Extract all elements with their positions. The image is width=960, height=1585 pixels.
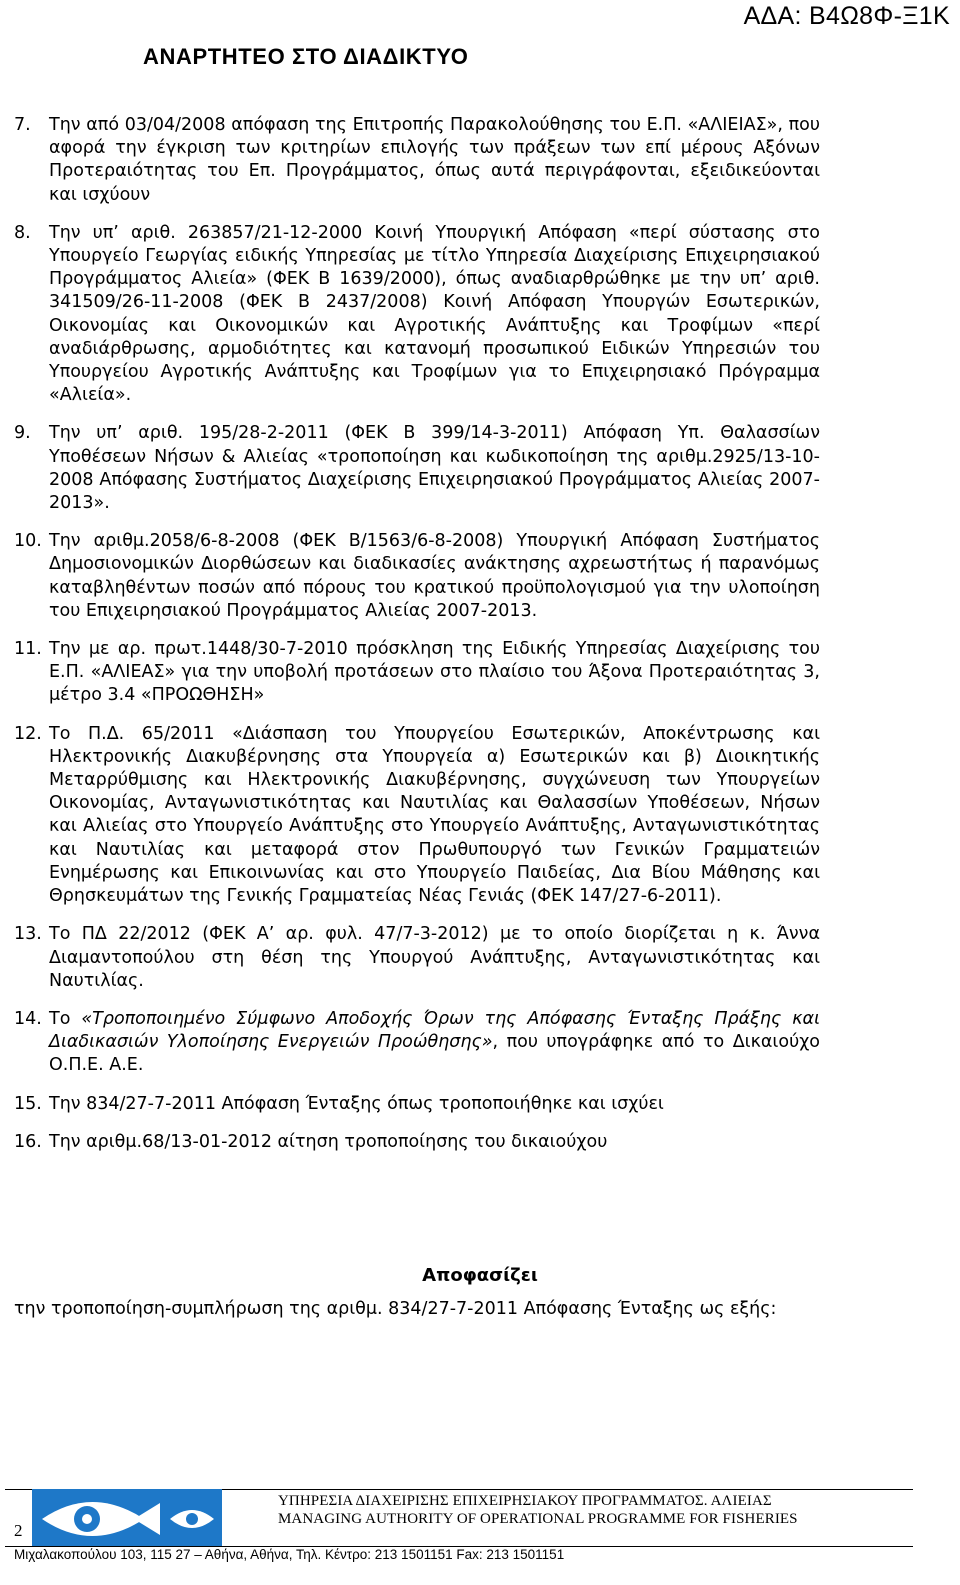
item-text: Το ΠΔ 22/2012 (ΦΕΚ Α’ αρ. φυλ. 47/7-3-2012) με το οποίο διορίζεται η κ. Άννα Διαμαντοπούλου στη θέση της Υπουργού Ανάπτυξης, Ανταγωνιστικότητας και Ναυτιλίας. xyxy=(49,924,820,991)
item-number: 13. xyxy=(14,924,42,945)
item-number: 14. xyxy=(14,1008,42,1029)
item-number: 11. xyxy=(14,639,42,660)
item-text: Την αριθμ.68/13-01-2012 αίτηση τροποποίησης του δικαιούχου xyxy=(49,1131,608,1152)
item-number: 15. xyxy=(14,1093,42,1114)
item-text xyxy=(49,1008,820,1078)
item-text: Την αριθμ.2058/6-8-2008 (ΦΕΚ Β/1563/6-8-2008) Υπουργική Απόφαση Συστήματος Δημοσιονομικών Διορθώσεων και διαδικασίες ανάκτησης αχρεωστήτως ή παρανόμως καταβληθέντων ποσών από πόρους του κρατικού προϋπολογισμού για την υλοποίηση του Επιχειρησιακού Προγράμματος Αλιείας 2007-2013. xyxy=(49,531,820,621)
list-item xyxy=(14,723,820,909)
org-name-english: MANAGING AUTHORITY OF OPERATIONAL PROGRAMME FOR FISHERIES xyxy=(278,1511,798,1527)
list-item xyxy=(14,114,820,207)
item-text: Την υπ’ αριθ. 263857/21-12-2000 Κοινή Υπουργική Απόφαση «περί σύστασης στο Υπουργείο Γεωργίας ειδικής Υπηρεσίας με τίτλο Υπηρεσία Διαχείρισης Επιχειρησιακού Προγράμματος Αλιεία» (ΦΕΚ Β 1639/2000), όπως αναδιαρθρώθηκε με την υπ’ αριθ. 341509/26-11-2008 (ΦΕΚ Β 2437/2008) Κοινή Απόφαση Υπουργών Εσωτερικών, Οικονομίας και Οικονομικών και Αγροτικής Ανάπτυξης και Τροφίμων «περί αναδιάρθρωσης, αρμοδιότητες και κατανομή προσωπικού Ειδικών Υπηρεσιών του Υπουργείου Αγροτικής Ανάπτυξης και Τροφίμων για το Επιχειρησιακό Πρόγραμμα «Αλιεία». xyxy=(49,222,820,406)
item-text: Την με αρ. πρωτ.1448/30-7-2010 πρόσκληση της Ειδικής Υπηρεσίας Διαχείρισης του Ε.Π. «ΑΛΙΕΑΣ» για την υποβολή προτάσεων στο πλαίσιο του Άξονα Προτεραιότητας 3, μέτρο 3.4 «ΠΡΟΩΘΗΣΗ» xyxy=(49,639,820,706)
page-number: 2 xyxy=(14,1521,23,1540)
considerations-list xyxy=(14,114,820,1169)
item-number: 7. xyxy=(14,115,31,135)
item-text-italic: «Τροποποιημένο Σύμφωνο Αποδοχής Όρων της Απόφασης Ένταξης Πράξης και Διαδικασιών Υλοποίησης Ενεργειών Προώθησης» xyxy=(49,1008,820,1053)
footer-address: Μιχαλακοπούλου 103, 115 27 – Αθήνα, Αθήνα, Τηλ. Κέντρο: 213 1501151 Fax: 213 1501151 xyxy=(14,1547,565,1562)
item-number: 10. xyxy=(14,531,42,552)
item-text-pre: Το xyxy=(49,1008,82,1029)
item-text: Την υπ’ αριθ. 195/28-2-2011 (ΦΕΚ Β 399/14-3-2011) Απόφαση Υπ. Θαλασσίων Υποθέσεων Νήσων & Αλιείας «τροποποίηση και κωδικοποίηση της αριθμ.2925/13-10-2008 Απόφασης Συστήματος Διαχείρισης Επιχειρησιακού Προγράμματος Αλιείας 2007-2013». xyxy=(49,423,820,514)
list-item xyxy=(14,530,820,623)
list-item xyxy=(14,1131,820,1154)
list-item xyxy=(14,222,820,408)
list-item xyxy=(14,1008,820,1078)
item-text: Την από 03/04/2008 απόφαση της Επιτροπής Παρακολούθησης του Ε.Π. «ΑΛΙΕΙΑΣ», που αφορά την έγκριση των κριτηρίων επιλογής των πράξεων των επί μέρους Αξόνων Προτεραιότητας του Επ. Προγράμματος, όπως αυτά περιγράφονται, εξειδικεύονται και ισχύουν xyxy=(49,115,820,205)
item-text: Το Π.Δ. 65/2011 «Διάσπαση του Υπουργείου Εσωτερικών, Αποκέντρωσης και Ηλεκτρονικής Διακυβέρνησης στα Υπουργεία α) Εσωτερικών και β) Διοικητικής Μεταρρύθμισης και Ηλεκτρονικής Διακυβέρνησης, συγχώνευση των Υπουργείων Οικονομίας, Ανταγωνιστικότητας και Ναυτιλίας και Θαλασσίων Υποθέσεων, Νήσων και Αλιείας στο Υπουργείο Ανάπτυξης στο Υπουργείο Ανάπτυξης, Ανταγωνιστικότητας και Ναυτιλίας και μεταφορά στον Πρωθυπουργό των Γενικών Γραμματειών Ενημέρωσης και Επικοινωνίας και στο Υπουργείο Παιδείας, Δια Βίου Μάθησης και Θρησκευμάτων της Γενικής Γραμματείας Νέας Γενιάς (ΦΕΚ 147/27-6-2011). xyxy=(49,723,820,907)
item-number: 16. xyxy=(14,1131,42,1152)
item-number: 9. xyxy=(14,423,31,444)
list-item xyxy=(14,1093,820,1116)
list-item xyxy=(14,923,820,993)
list-item xyxy=(14,638,820,708)
item-text: Την 834/27-7-2011 Απόφαση Ένταξης όπως τροποποιήθηκε και ισχύει xyxy=(49,1093,664,1114)
org-name-greek: ΥΠΗΡΕΣΙΑ ΔΙΑΧΕΙΡΙΣΗΣ ΕΠΙΧΕΙΡΗΣΙΑΚΟΥ ΠΡΟΓΡΑΜΜΑΤΟΣ. ΑΛΙΕΙΑΣ xyxy=(278,1493,772,1509)
decision-text: την τροποποίηση-συμπλήρωση της αριθμ. 834/27-7-2011 Απόφασης Ένταξης ως εξής: xyxy=(14,1299,777,1319)
decision-heading: Αποφασίζει xyxy=(422,1265,538,1286)
publish-banner: ΑΝΑΡΤΗΤΕΟ ΣΤΟ ΔΙΑΔΙΚΤΥΟ xyxy=(143,44,469,69)
fisheries-logo-icon xyxy=(32,1489,222,1547)
item-text-post: , που υπογράφηκε από το Δικαιούχο Ο.Π.Ε. Α.Ε. xyxy=(49,1032,821,1076)
ada-code: ΑΔΑ: Β4Ω8Φ-Ξ1Κ xyxy=(743,2,950,30)
item-number: 8. xyxy=(14,222,31,243)
list-item xyxy=(14,422,820,515)
item-number: 12. xyxy=(14,723,42,744)
